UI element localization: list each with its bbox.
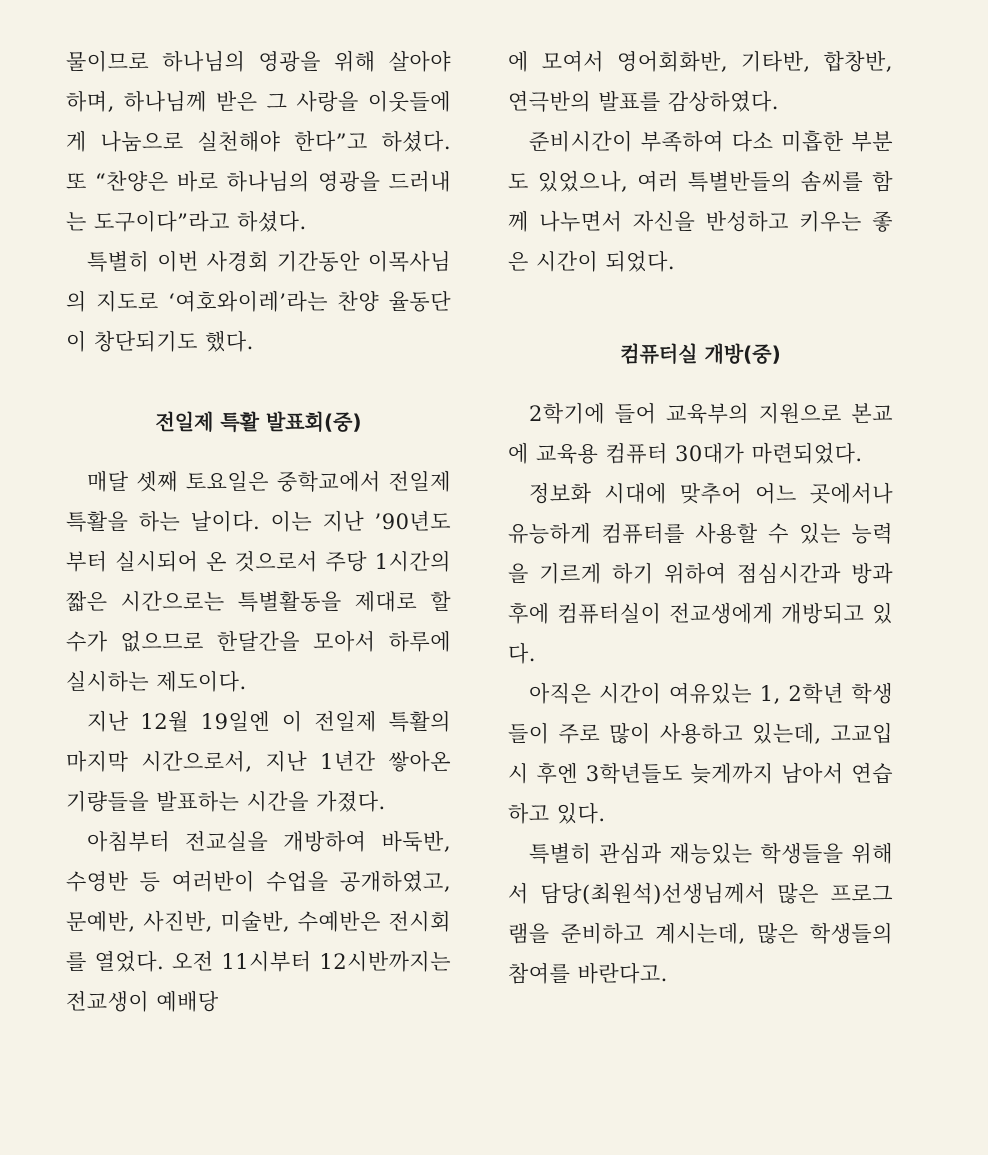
body-paragraph: 2학기에 들어 교육부의 지원으로 본교에 교육용 컴퓨터 30대가 마련되었다. bbox=[508, 402, 893, 466]
intro-paragraph-continued: 물이므로 하나님의 영광을 위해 살아야 하며, 하나님께 받은 그 사랑을 이웃들에게 나눔으로 실천해야 한다”고 하셨다. 또 “찬양은 바로 하나님의 영광을 드러내는 도구이다”라고 하셨다. bbox=[66, 50, 451, 234]
section-heading-special-activity: 전일제 특활 발표회(중) bbox=[155, 410, 362, 434]
body-paragraph: 아침부터 전교실을 개방하여 바둑반, 수영반 등 여러반이 수업을 공개하였고, 문예반, 사진반, 미술반, 수예반은 전시회를 열었다. 오전 11시부터 12시반까지는 전교생이 예배당 bbox=[66, 830, 451, 1014]
body-paragraph: 매달 셋째 토요일은 중학교에서 전일제 특활을 하는 날이다. 이는 지난 ’90년도부터 실시되어 온 것으로서 주당 1시간의 짧은 시간으로는 특별활동을 제대로 할 수가 없으므로 한달간을 모아서 하루에 실시하는 제도이다. bbox=[66, 470, 451, 694]
intro-paragraph: 특별히 이번 사경회 기간동안 이목사님의 지도로 ‘여호와이레’라는 찬양 율동단이 창단되기도 했다. bbox=[66, 250, 451, 354]
body-paragraph: 특별히 관심과 재능있는 학생들을 위해서 담당(최원석)선생님께서 많은 프로그램을 준비하고 계시는데, 많은 학생들의 참여를 바란다고. bbox=[508, 842, 893, 986]
body-paragraph: 정보화 시대에 맞추어 어느 곳에서나 유능하게 컴퓨터를 사용할 수 있는 능력을 기르게 하기 위하여 점심시간과 방과후에 컴퓨터실이 전교생에게 개방되고 있다. bbox=[508, 482, 893, 666]
left-column bbox=[66, 42, 451, 1022]
right-column bbox=[508, 42, 893, 994]
body-paragraph: 준비시간이 부족하여 다소 미흡한 부분도 있었으나, 여러 특별반들의 솜씨를 함께 나누면서 자신을 반성하고 키우는 좋은 시간이 되었다. bbox=[508, 130, 893, 274]
body-paragraph: 지난 12월 19일엔 이 전일제 특활의 마지막 시간으로서, 지난 1년간 쌓아온 기량들을 발표하는 시간을 가졌다. bbox=[66, 710, 451, 814]
body-paragraph-continued: 에 모여서 영어회화반, 기타반, 합창반, 연극반의 발표를 감상하였다. bbox=[508, 50, 893, 114]
body-paragraph: 아직은 시간이 여유있는 1, 2학년 학생들이 주로 많이 사용하고 있는데, 고교입시 후엔 3학년들도 늦게까지 남아서 연습하고 있다. bbox=[508, 682, 893, 826]
section-heading-computer-lab: 컴퓨터실 개방(중) bbox=[620, 342, 781, 366]
